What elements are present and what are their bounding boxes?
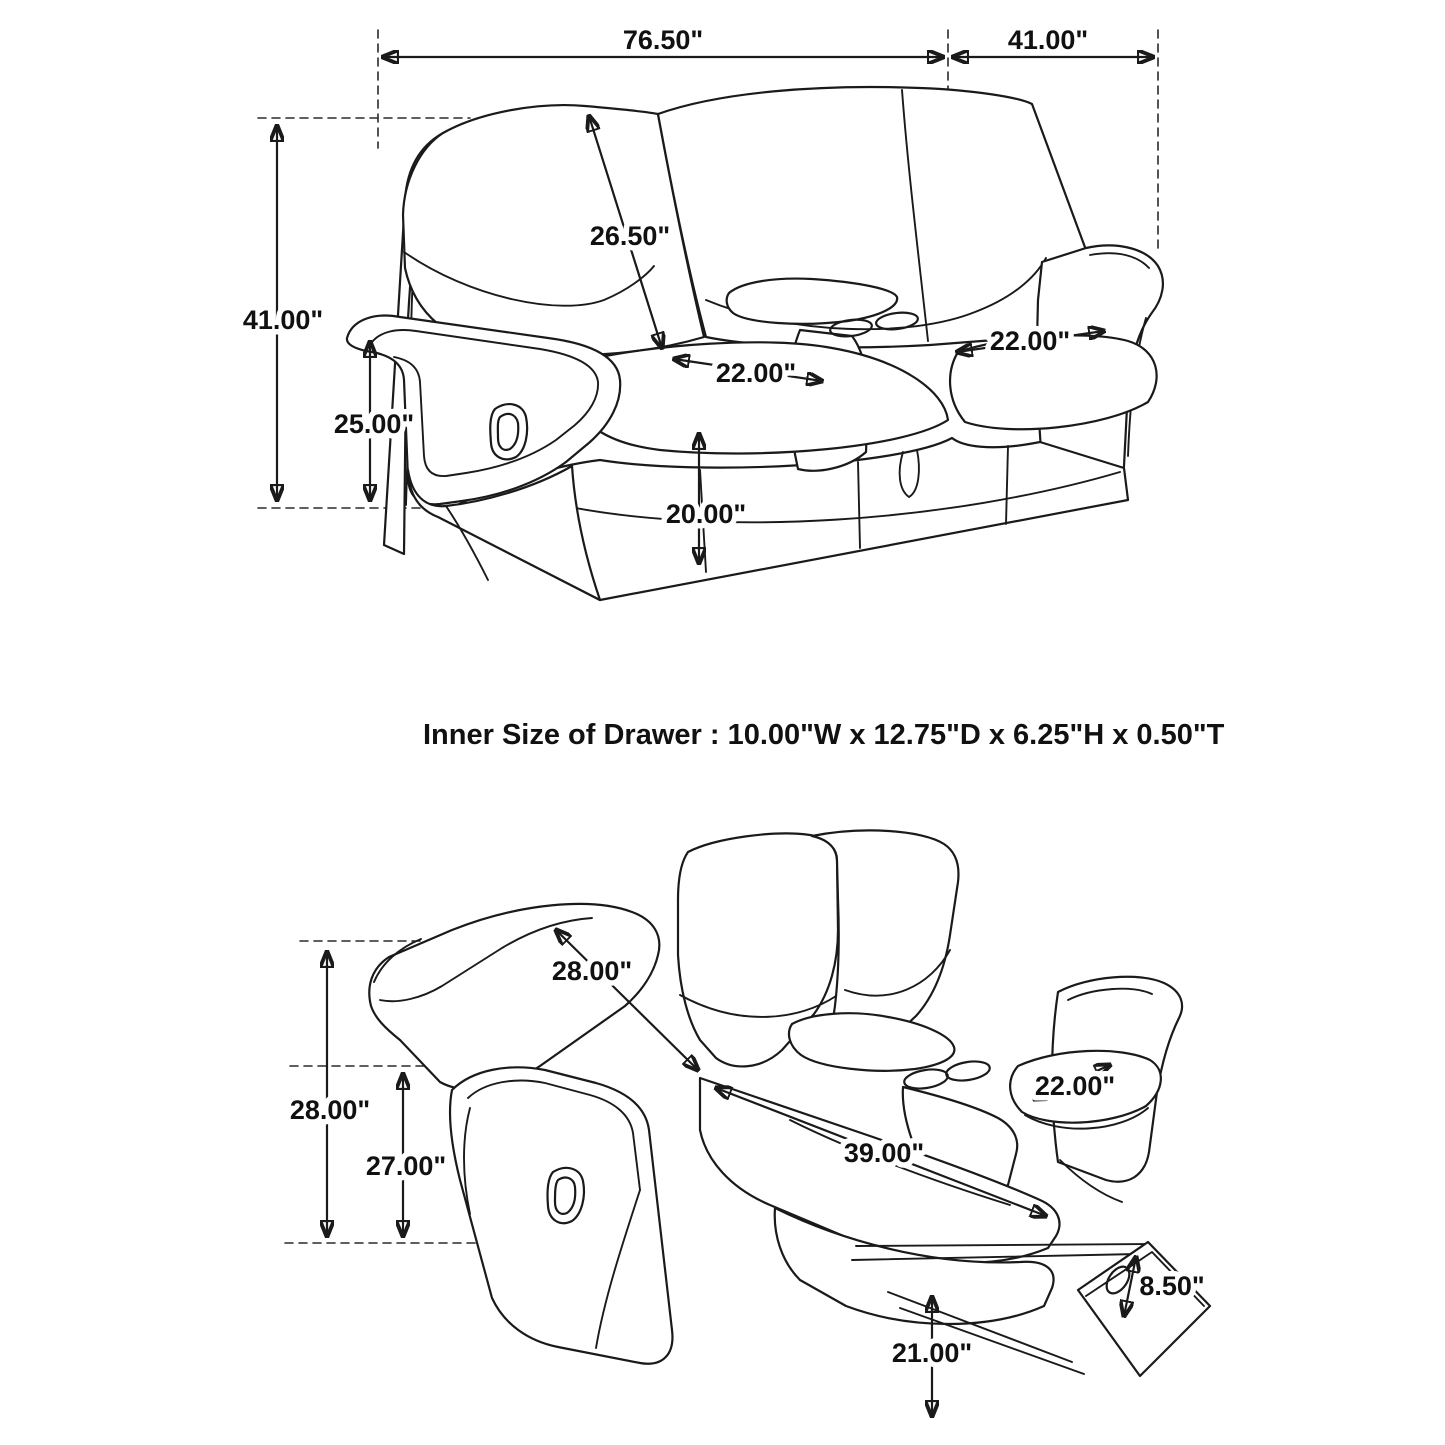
upright-left-arm (347, 316, 620, 600)
dim-overall-height (243, 126, 323, 500)
dim-seat-width (1034, 1065, 1115, 1101)
dim-label-right-seat-width: 22.00" (989, 326, 1071, 356)
dim-label-overall-width: 76.50" (622, 25, 704, 55)
dim-arm-height (366, 1074, 446, 1236)
dim-label-reclined-height: 28.00" (289, 1095, 371, 1125)
dim-label-recline-depth: 39.00" (843, 1138, 925, 1168)
dim-label-back-length: 28.00" (551, 956, 633, 986)
upright-view (243, 25, 1163, 600)
dim-label-footrest-pad: 8.50" (1139, 1271, 1205, 1301)
reclined-sofa-line-art (369, 830, 1210, 1376)
dim-label-seat-width: 22.00" (1034, 1071, 1116, 1101)
dim-label-left-seat-width: 22.00" (715, 358, 797, 388)
recliner-handle (548, 1168, 584, 1223)
dim-label-overall-depth: 41.00" (1007, 25, 1089, 55)
dim-label-arm-height: 27.00" (365, 1151, 447, 1181)
reclined-left-arm (450, 1067, 672, 1363)
dim-overall-width (383, 25, 943, 57)
reclined-view (285, 830, 1210, 1416)
dim-label-overall-height: 41.00" (242, 305, 324, 335)
footrest-panel (1078, 1242, 1210, 1376)
dim-reclined-height (290, 952, 370, 1236)
dim-label-footrest-height: 21.00" (891, 1338, 973, 1368)
recliner-handle (490, 404, 527, 459)
drawer-inner-size-note: Inner Size of Drawer : 10.00"W x 12.75"D x 6.25"H x 0.50"T (423, 719, 1225, 751)
dim-label-seat-height: 20.00" (665, 499, 747, 529)
cup-holder (945, 1059, 991, 1084)
dim-label-back-length: 26.50" (589, 221, 671, 251)
dim-overall-depth (953, 25, 1153, 57)
dim-label-arm-height: 25.00" (333, 409, 415, 439)
